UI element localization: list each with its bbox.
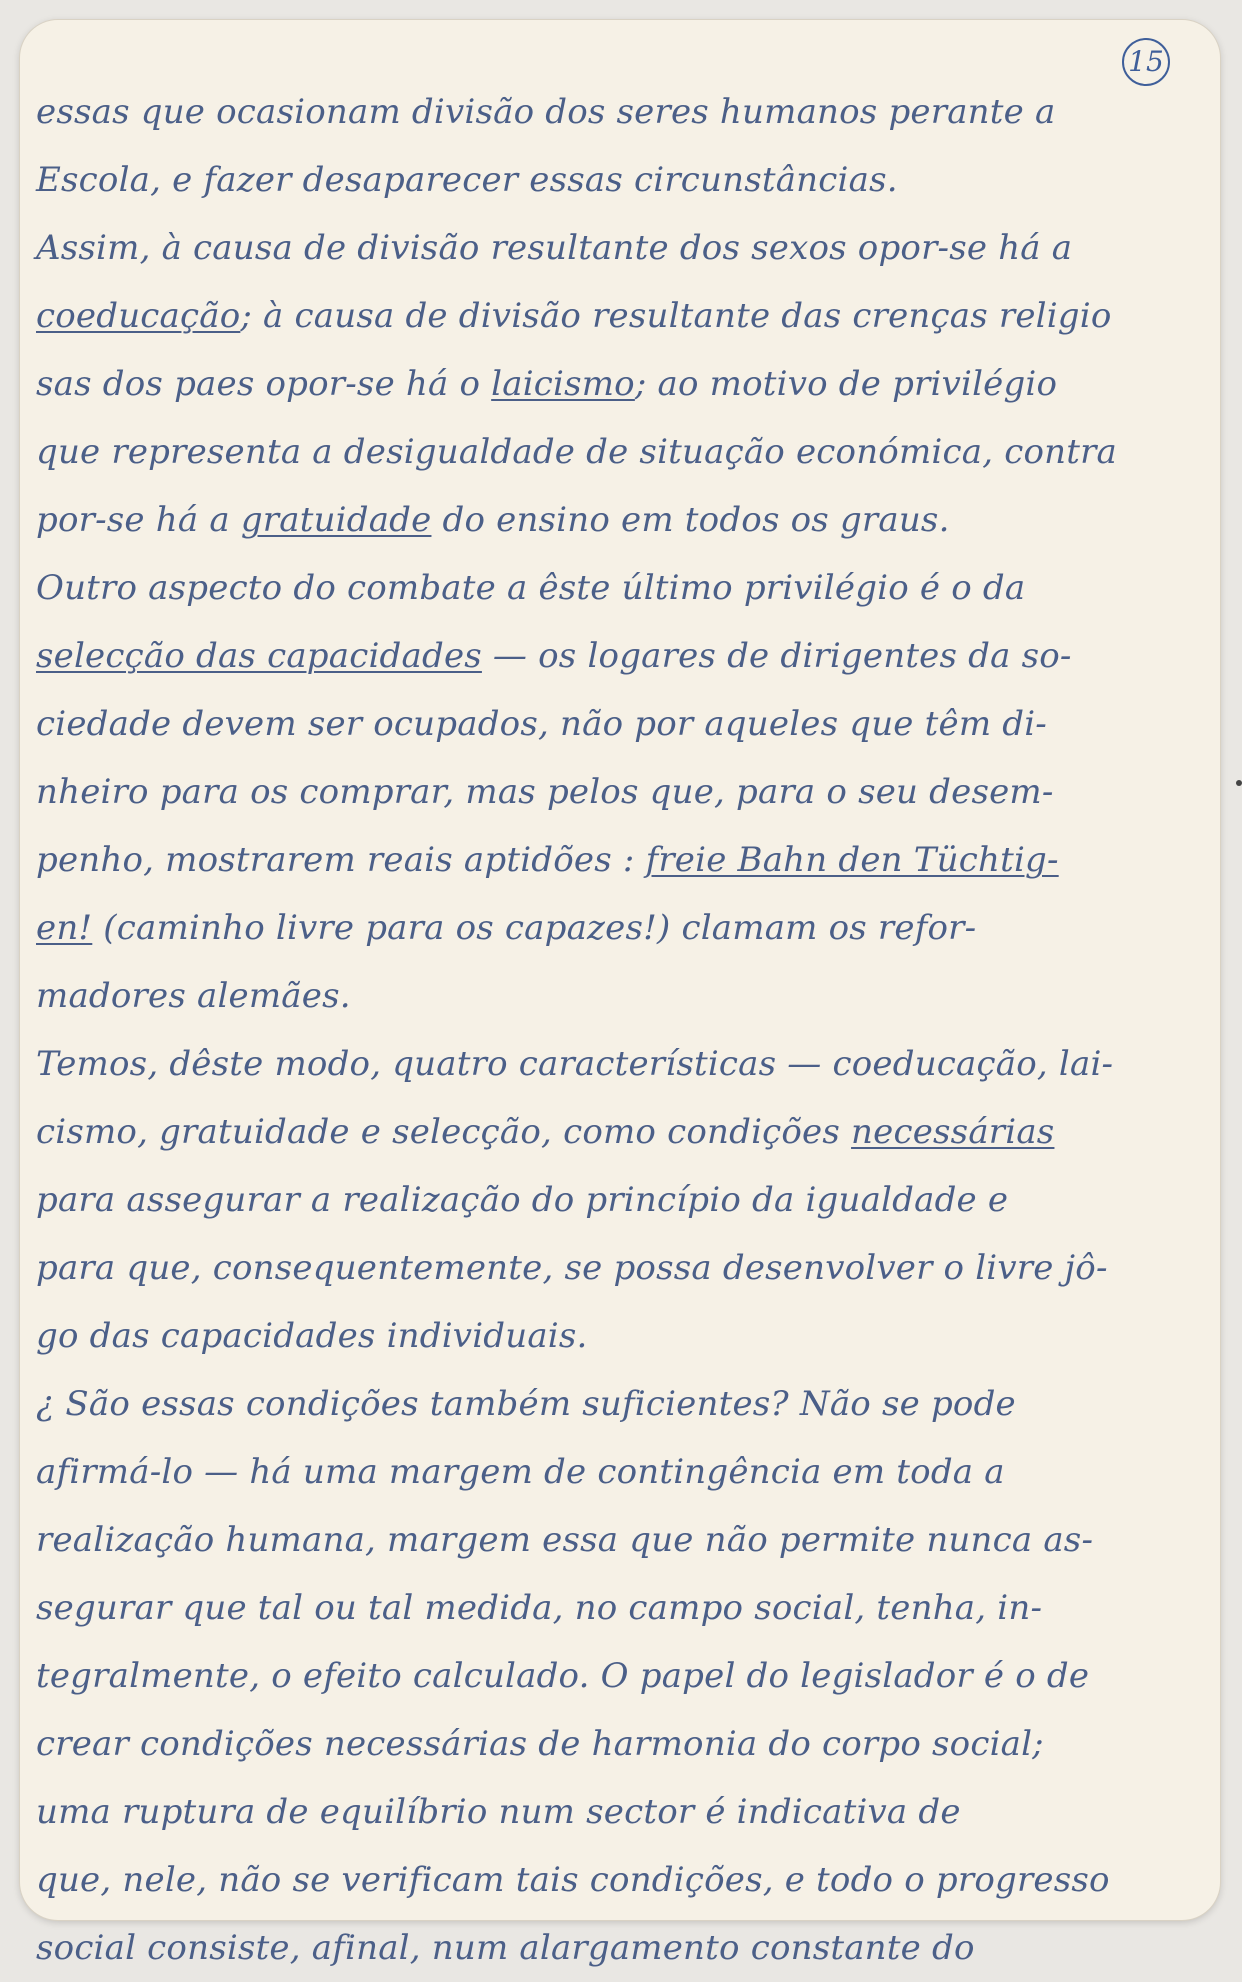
text-segment: — os logares de dirigentes da so-	[481, 636, 1072, 676]
text-line	[36, 690, 1176, 758]
text-line	[36, 1506, 1176, 1574]
text-line	[36, 78, 1176, 146]
text-line	[36, 1438, 1176, 1506]
text-line	[36, 1574, 1176, 1642]
text-segment: madores alemães.	[36, 976, 351, 1016]
page-number: 15	[1122, 38, 1170, 86]
text-segment: ; ao motivo de privilégio	[634, 364, 1058, 404]
text-line	[36, 1778, 1176, 1846]
text-segment: Temos, dêste modo, quatro características — coeducação, lai-	[36, 1044, 1114, 1084]
text-line	[36, 826, 1176, 894]
underlined-phrase: coeducação	[36, 296, 241, 336]
text-segment: social consiste, afinal, num alargamento constante do	[36, 1928, 975, 1968]
text-segment: uma ruptura de equilíbrio num sector é indicativa de	[36, 1792, 961, 1832]
text-segment: ; à causa de divisão resultante das crenças religio	[240, 296, 1112, 336]
text-line	[36, 1642, 1176, 1710]
text-segment: nheiro para os comprar, mas pelos que, para o seu desem-	[36, 772, 1054, 812]
underlined-phrase: en!	[36, 908, 93, 948]
text-segment: Assim, à causa de divisão resultante dos sexos opor-se há a	[36, 228, 1073, 268]
text-line	[36, 1914, 1176, 1982]
text-segment: sas dos paes opor-se há o	[36, 364, 492, 404]
text-segment: para que, consequentemente, se possa desenvolver o livre jô-	[36, 1248, 1108, 1288]
text-line	[36, 622, 1176, 690]
text-line	[36, 1302, 1176, 1370]
text-line	[36, 1370, 1176, 1438]
text-line	[36, 1710, 1176, 1778]
text-segment: Escola, e fazer desaparecer essas circunstâncias.	[36, 160, 898, 200]
text-segment: para assegurar a realização do princípio da igualdade e	[36, 1180, 1009, 1220]
text-line	[36, 214, 1176, 282]
text-line	[36, 962, 1176, 1030]
text-line	[36, 1234, 1176, 1302]
text-segment: essas que ocasionam divisão dos seres humanos perante a	[36, 92, 1056, 132]
text-segment: tegralmente, o efeito calculado. O papel do legislador é o de	[36, 1656, 1090, 1696]
text-segment: que, nele, não se verificam tais condições, e todo o progresso	[36, 1860, 1110, 1900]
handwritten-text-block	[36, 78, 1176, 1982]
text-line	[36, 894, 1176, 962]
text-segment: ¿ São essas condições também suficientes? Não se pode	[36, 1384, 1016, 1424]
underlined-phrase: necessárias	[851, 1112, 1055, 1152]
text-segment: do ensino em todos os graus.	[431, 500, 950, 540]
text-line	[36, 1098, 1176, 1166]
underlined-phrase: selecção das capacidades	[36, 636, 482, 676]
text-line	[36, 1030, 1176, 1098]
text-segment: realização humana, margem essa que não permite nunca as-	[36, 1520, 1094, 1560]
text-segment: cismo, gratuidade e selecção, como condições	[36, 1112, 852, 1152]
underlined-phrase: gratuidade	[240, 500, 432, 540]
text-segment: por-se há a	[36, 500, 241, 540]
margin-dot	[1236, 780, 1242, 786]
text-line	[36, 1166, 1176, 1234]
text-segment: segurar que tal ou tal medida, no campo social, tenha, in-	[36, 1588, 1043, 1628]
text-line	[36, 146, 1176, 214]
text-segment: go das capacidades individuais.	[36, 1316, 588, 1356]
text-line	[36, 554, 1176, 622]
text-line	[36, 282, 1176, 350]
text-line	[36, 758, 1176, 826]
underlined-phrase: freie Bahn den Tüchtig-	[645, 840, 1059, 880]
text-line	[36, 350, 1176, 418]
text-line	[36, 1846, 1176, 1914]
text-segment: Outro aspecto do combate a êste último privilégio é o da	[36, 568, 1026, 608]
text-line	[36, 486, 1176, 554]
text-segment: que representa a desigualdade de situação económica, contra	[36, 432, 1118, 472]
text-line	[36, 418, 1176, 486]
text-segment: penho, mostrarem reais aptidões :	[36, 840, 646, 880]
underlined-phrase: laicismo	[491, 364, 635, 404]
text-segment: crear condições necessárias de harmonia do corpo social;	[36, 1724, 1044, 1764]
text-segment: afirmá-lo — há uma margem de contingência em toda a	[36, 1452, 1005, 1492]
manuscript-page	[20, 20, 1220, 1968]
text-segment: ciedade devem ser ocupados, não por aqueles que têm di-	[36, 704, 1047, 744]
text-segment: (caminho livre para os capazes!) clamam os refor-	[92, 908, 977, 948]
